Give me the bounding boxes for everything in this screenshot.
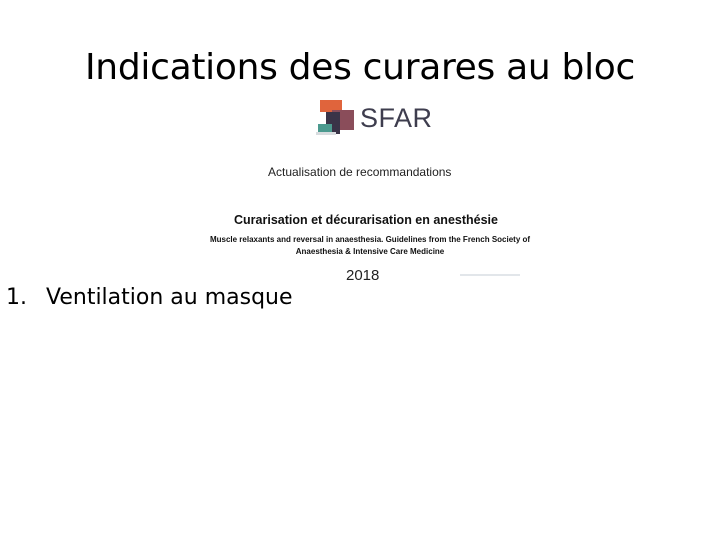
recommendations-subtitle: Actualisation de recommandations xyxy=(268,165,452,179)
sfar-logo xyxy=(308,98,432,140)
sfar-logo-icon xyxy=(308,98,356,138)
list-item-number: 1. xyxy=(6,285,27,310)
english-title-line-1: Muscle relaxants and reversal in anaesthesia. Guidelines from the French Society of xyxy=(209,235,531,244)
guideline-title: Curarisation et décurarisation en anesthésie xyxy=(234,213,498,227)
decorative-stripe xyxy=(460,274,520,276)
indication-list xyxy=(6,282,293,314)
list-item-text: Ventilation au masque xyxy=(46,285,293,310)
guideline-english-title xyxy=(180,234,560,258)
slide-title: Indications des curares au bloc xyxy=(84,47,636,88)
list-item xyxy=(6,282,293,314)
english-title-line-2: Anaesthesia & Intensive Care Medicine xyxy=(295,247,445,256)
guideline-year: 2018 xyxy=(346,267,380,284)
sfar-logo-text: SFAR xyxy=(360,103,433,133)
